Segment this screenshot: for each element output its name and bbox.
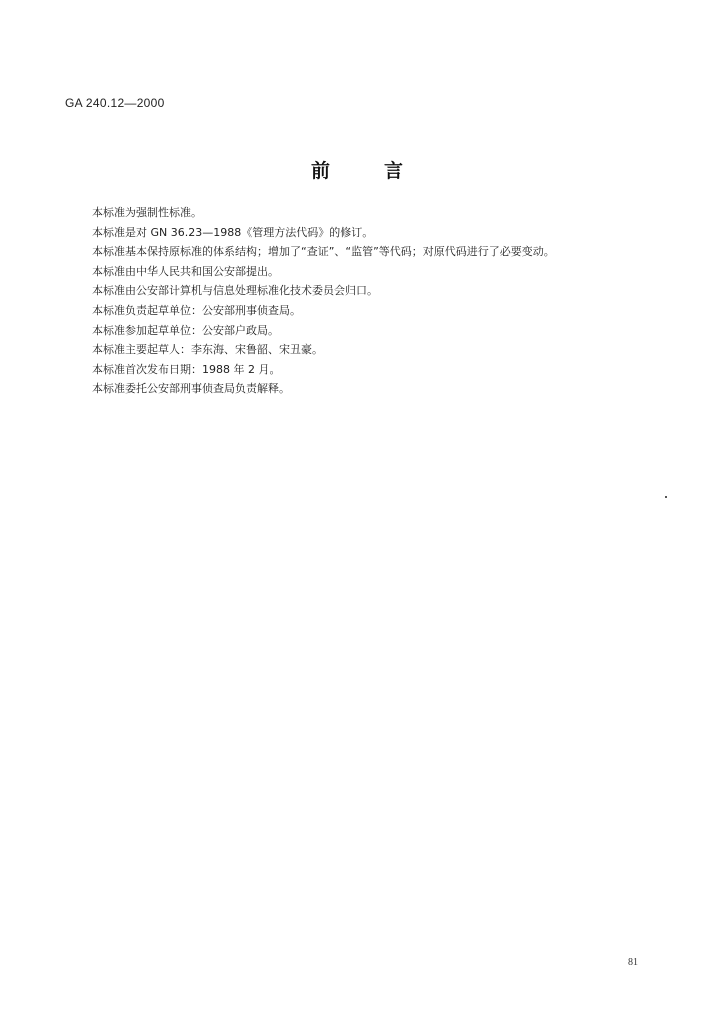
foreword-title (0, 156, 714, 183)
foreword-line: 本标准首次发布日期：1988 年 2 月。 (92, 362, 281, 376)
foreword-body (92, 203, 682, 399)
foreword-line: 本标准基本保持原标准的体系结构；增加了“查证”、“监管”等代码；对原代码进行了必要变动。 (92, 245, 555, 259)
document-code: GA 240.12—2000 (65, 96, 165, 110)
page-number: 81 (628, 957, 638, 968)
foreword-line: 本标准是对 GN 36.23—1988《管理方法代码》的修订。 (92, 225, 374, 239)
foreword-line: 本标准为强制性标准。 (92, 206, 202, 219)
foreword-line: 本标准负责起草单位：公安部刑事侦查局。 (92, 303, 301, 317)
foreword-title-char-1: 前 (310, 160, 330, 182)
foreword-line: 本标准参加起草单位：公安部户政局。 (92, 323, 279, 337)
scan-speck (665, 496, 667, 498)
foreword-line: 本标准由中华人民共和国公安部提出。 (92, 264, 279, 278)
foreword-title-char-2: 言 (384, 160, 404, 182)
foreword-line: 本标准主要起草人：李东海、宋鲁韶、宋丑豪。 (92, 343, 323, 357)
foreword-line: 本标准委托公安部刑事侦查局负责解释。 (92, 382, 290, 396)
foreword-line: 本标准由公安部计算机与信息处理标准化技术委员会归口。 (92, 284, 378, 298)
